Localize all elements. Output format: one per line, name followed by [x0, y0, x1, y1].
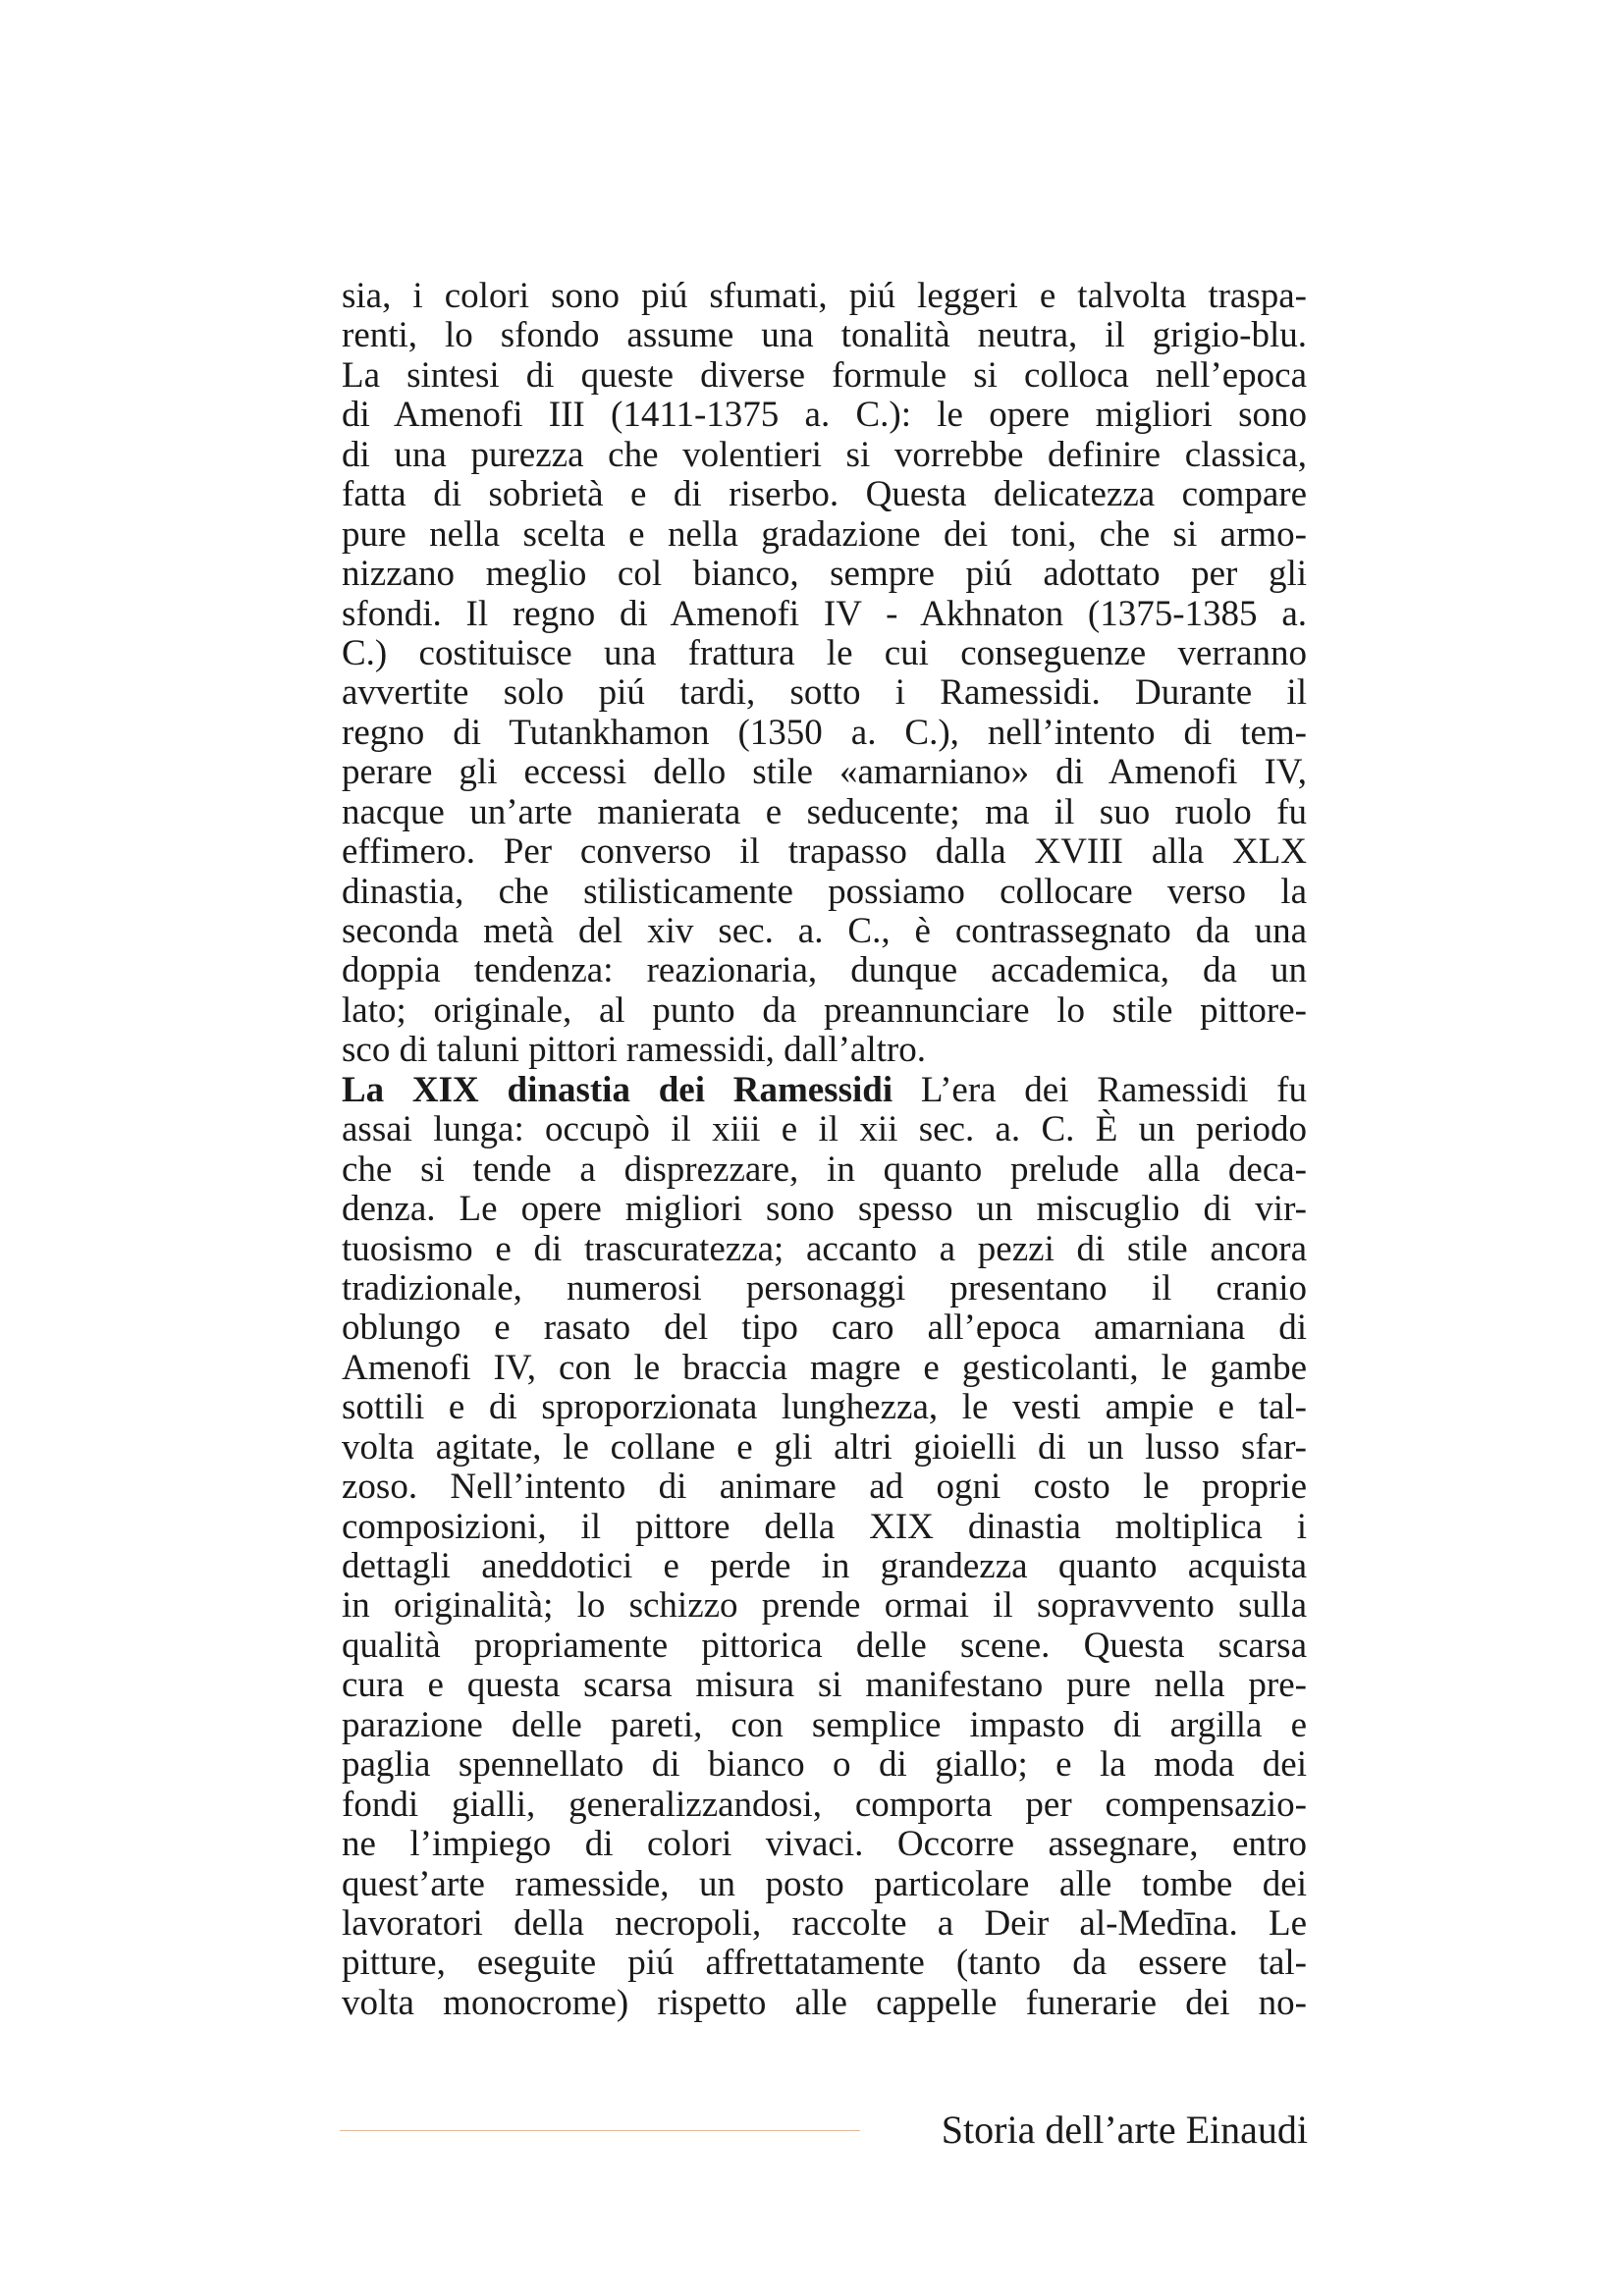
- text-line: pitture, eseguite piú affrettatamente (tanto da essere tal-: [342, 1943, 1307, 1984]
- text-line: dinastia, che stilisticamente possiamo collocare verso la: [342, 871, 1307, 912]
- text-line: nacque un’arte manierata e seducente; ma il suo ruolo fu: [342, 791, 1307, 832]
- text-line: volta monocrome) rispetto alle cappelle funerarie dei no-: [342, 1982, 1307, 2023]
- text-line: pure nella scelta e nella gradazione dei toni, che si armo-: [342, 513, 1307, 555]
- section-heading: La XIX dinastia dei Ramessidi: [342, 1069, 893, 1110]
- text-line: tuosismo e di trascuratezza; accanto a pezzi di stile ancora: [342, 1228, 1307, 1269]
- text-line: oblungo e rasato del tipo caro all’epoca amarniana di: [342, 1308, 1307, 1349]
- text-line: assai lunga: occupò il xiii e il xii sec. a. C. È un periodo: [342, 1109, 1307, 1150]
- text-line: qualità propriamente pittorica delle scene. Questa scarsa: [342, 1625, 1307, 1666]
- text-line: sco di taluni pittori ramessidi, dall’altro.: [342, 1030, 926, 1071]
- text-line: fatta di sobrietà e di riserbo. Questa delicatezza compare: [342, 474, 1307, 515]
- text-line: zoso. Nell’intento di animare ad ogni costo le proprie: [342, 1467, 1307, 1508]
- text-line: renti, lo sfondo assume una tonalità neutra, il grigio-blu.: [342, 315, 1307, 356]
- text-line: lato; originale, al punto da preannunciare lo stile pittore-: [342, 989, 1307, 1031]
- text-line: sia, i colori sono piú sfumati, piú leggeri e talvolta traspa-: [342, 276, 1307, 316]
- text-line: Amenofi IV, con le braccia magre e gesticolanti, le gambe: [342, 1347, 1307, 1388]
- text-line: ne l’impiego di colori vivaci. Occorre assegnare, entro: [342, 1824, 1307, 1865]
- text-line: doppia tendenza: reazionaria, dunque accademica, da un: [342, 950, 1307, 991]
- text-line: cura e questa scarsa misura si manifestano pure nella pre-: [342, 1665, 1307, 1706]
- paragraph-2: [342, 1071, 1307, 2024]
- text-line: in originalità; lo schizzo prende ormai il sopravvento sulla: [342, 1585, 1307, 1627]
- text-line: denza. Le opere migliori sono spesso un miscuglio di vir-: [342, 1189, 1307, 1230]
- text-line: quest’arte ramesside, un posto particolare alle tombe dei: [342, 1863, 1307, 1904]
- text-line: composizioni, il pittore della XIX dinastia moltiplica i: [342, 1506, 1307, 1547]
- text-line: volta agitate, le collane e gli altri gioielli di un lusso sfar-: [342, 1426, 1307, 1468]
- text-line: seconda metà del xiv sec. a. C., è contrassegnato da una: [342, 911, 1307, 951]
- text-line: sfondi. Il regno di Amenofi IV - Akhnaton (1375-1385 a.: [342, 593, 1307, 634]
- text-line: avvertite solo piú tardi, sotto i Ramessidi. Durante il: [342, 672, 1307, 714]
- text-line: fondi gialli, generalizzandosi, comporta per compensazio-: [342, 1784, 1307, 1825]
- text-line: di Amenofi III (1411-1375 a. C.): le opere migliori sono: [342, 395, 1307, 436]
- text-line: La sintesi di queste diverse formule si colloca nell’epoca: [342, 354, 1307, 396]
- text-line: nizzano meglio col bianco, sempre piú adottato per gli: [342, 554, 1307, 595]
- text-line: di una purezza che volentieri si vorrebbe definire classica,: [342, 434, 1307, 475]
- page-footer: [340, 2101, 1308, 2160]
- text-line: regno di Tutankhamon (1350 a. C.), nell’intento di tem-: [342, 712, 1307, 753]
- text-line: effimero. Per converso il trapasso dalla XVIII alla XLX: [342, 831, 1307, 873]
- page-body: [342, 277, 1307, 2023]
- footer-title: Storia dell’arte Einaudi: [941, 2108, 1308, 2152]
- text-line: lavoratori della necropoli, raccolte a Deir al-Medīna. Le: [342, 1902, 1307, 1944]
- text-line: parazione delle pareti, con semplice impasto di argilla e: [342, 1704, 1307, 1745]
- paragraph-1: [342, 277, 1307, 1071]
- text-line-with-heading: [342, 1071, 1307, 1110]
- text-line: C.) costituisce una frattura le cui conseguenze verranno: [342, 632, 1307, 673]
- text-line: dettagli aneddotici e perde in grandezza quanto acquista: [342, 1546, 1307, 1586]
- text-line: tradizionale, numerosi personaggi presentano il cranio: [342, 1267, 1307, 1308]
- heading-line-rest: L’era dei Ramessidi fu: [893, 1069, 1307, 1110]
- footer-rule: [340, 2130, 860, 2131]
- text-line: che si tende a disprezzare, in quanto prelude alla deca-: [342, 1148, 1307, 1190]
- text-line: paglia spennellato di bianco o di giallo; e la moda dei: [342, 1744, 1307, 1786]
- text-line: sottili e di sproporzionata lunghezza, le vesti ampie e tal-: [342, 1387, 1307, 1428]
- text-line: perare gli eccessi dello stile «amarniano» di Amenofi IV,: [342, 752, 1307, 793]
